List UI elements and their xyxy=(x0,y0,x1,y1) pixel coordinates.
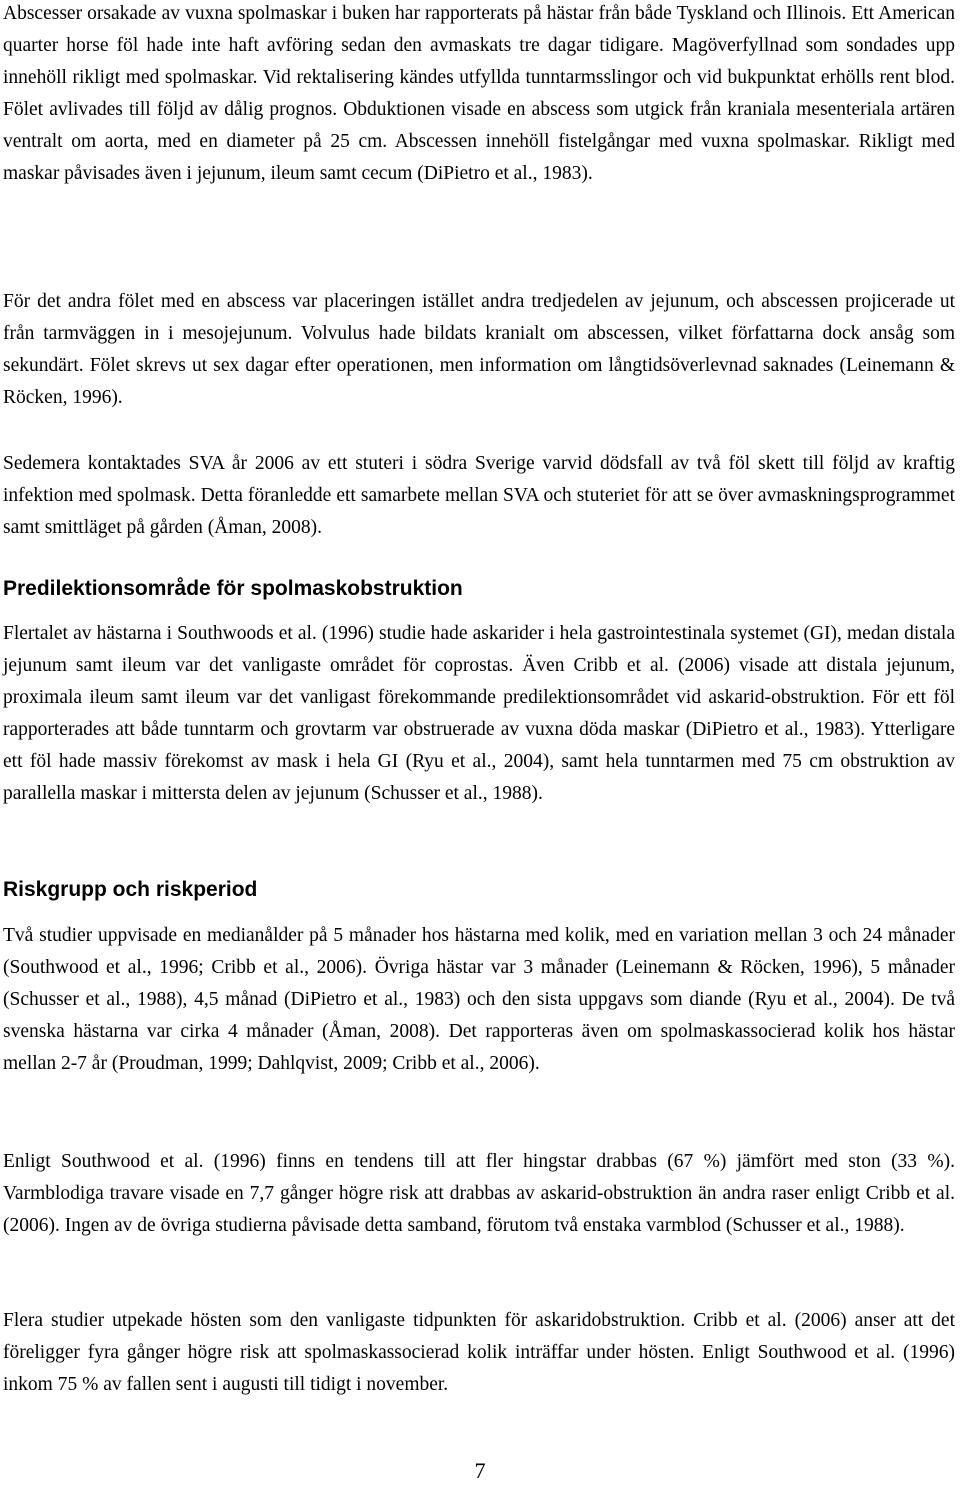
body-paragraph: Flera studier utpekade hösten som den vanligaste tidpunkten för askaridobstruktion. Cribb et al. (2006) anser att det föreligger fyra gånger högre risk att spolmaskassocierad kolik inträffar under hösten. Enligt Southwood et al. (1996) inkom 75 % av fallen sent i augusti till tidigt i november. xyxy=(3,1310,955,1395)
body-paragraph: Två studier uppvisade en medianålder på 5 månader hos hästarna med kolik, med en variation mellan 3 och 24 månader (Southwood et al., 1996; Cribb et al., 2006). Övriga hästar var 3 månader (Leinemann & Röcken, 1996), 5 månader (Schusser et al., 1988), 4,5 månad (DiPietro et al., 1983) och den sista uppgavs som diande (Ryu et al., 2004). De två svenska hästarna var cirka 4 månader (Åman, 2008). Det rapporteras även om spolmaskassocierad kolik hos hästar mellan 2-7 år (Proudman, 1999; Dahlqvist, 2009; Cribb et al., 2006). xyxy=(3,925,955,1074)
body-paragraph: Abscesser orsakade av vuxna spolmaskar i buken har rapporterats på hästar från både Tyskland och Illinois. Ett American quarter horse föl hade inte haft avföring sedan den avmaskats tre dagar tidigare. Magöverfyllnad som sondades upp innehöll rikligt med spolmaskar. Vid rektalisering kändes utfyllda tunntarmsslingor och vid bukpunktat erhölls rent blod. Fölet avlivades till följd av dålig prognos. Obduktionen visade en abscess som utgick från kraniala mesenteriala artären ventralt om aorta, med en diameter på 25 cm. Abscessen innehöll fistelgångar med vuxna spolmaskar. Rikligt med maskar påvisades även i jejunum, ileum samt cecum (DiPietro et al., 1983). xyxy=(3,3,955,184)
body-paragraph: Enligt Southwood et al. (1996) finns en tendens till att fler hingstar drabbas (67 %) jämfört med ston (33 %). Varmblodiga travare visade en 7,7 gånger högre risk att drabbas av askarid-obstruktion än andra raser enligt Cribb et al. (2006). Ingen av de övriga studierna påvisade detta samband, förutom två enstaka varmblod (Schusser et al., 1988). xyxy=(3,1151,955,1236)
body-paragraph: Sedemera kontaktades SVA år 2006 av ett stuteri i södra Sverige varvid dödsfall av två föl skett till följd av kraftig infektion med spolmask. Detta föranledde ett samarbete mellan SVA och stuteriet för att se över avmaskningsprogrammet samt smittläget på gården (Åman, 2008). xyxy=(3,453,955,538)
page-number: 7 xyxy=(474,1458,486,1483)
section-heading-predilection: Predilektionsområde för spolmaskobstruktion xyxy=(3,577,463,600)
body-paragraph: För det andra fölet med en abscess var placeringen istället andra tredjedelen av jejunum, och abscessen projicerade ut från tarmväggen in i mesojejunum. Volvulus hade bildats kranialt om abscessen, vilket författarna dock ansåg som sekundärt. Fölet skrevs ut sex dagar efter operationen, men information om långtidsöverlevnad saknades (Leinemann & Röcken, 1996). xyxy=(3,291,955,408)
section-heading-risk-group: Riskgrupp och riskperiod xyxy=(3,878,258,901)
body-paragraph: Flertalet av hästarna i Southwoods et al. (1996) studie hade askarider i hela gastrointestinala systemet (GI), medan distala jejunum samt ileum var det vanligaste området för coprostas. Även Cribb et al. (2006) visade att distala jejunum, proximala ileum samt ileum var det vanligast förekommande predilektionsområdet vid askarid-obstruktion. För ett föl rapporterades att både tunntarm och grovtarm var obstruerade av vuxna döda maskar (DiPietro et al., 1983). Ytterligare ett föl hade massiv förekomst av mask i hela GI (Ryu et al., 2004), samt hela tunntarmen med 75 cm obstruktion av parallella maskar i mittersta delen av jejunum (Schusser et al., 1988). xyxy=(3,623,955,804)
